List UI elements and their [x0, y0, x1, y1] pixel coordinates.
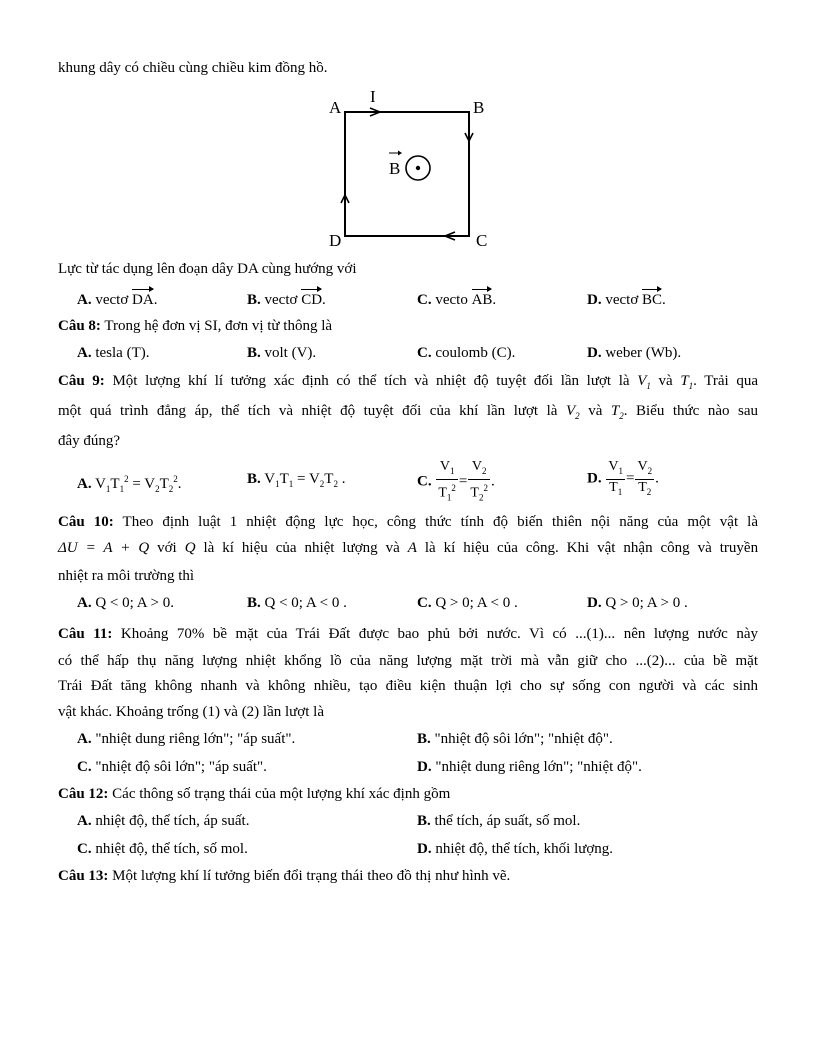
- q9-line-3: đây đúng?: [58, 433, 121, 449]
- q11-option-d: D. "nhiệt dung riêng lớn"; "nhiệt độ".: [417, 759, 642, 775]
- q9-line-1: Câu 9: Một lượng khí lí tưởng xác định có thể tích và nhiệt độ tuyệt đối lần lượt là $V_1$ và $T_1$. Trải qua: [58, 373, 759, 391]
- q9-option-a: A. $V_1T_1^2 = V_2T_2^2$.: [77, 474, 182, 494]
- q8-stem: Câu 8: Trong hệ đơn vị SI, đơn vị từ thông là: [58, 318, 333, 334]
- q8-option-b: B. volt (V).: [247, 345, 317, 361]
- q12-option-a: A. nhiệt độ, thể tích, áp suất.: [77, 813, 250, 829]
- q7-option-c: C. vecto AB.: [417, 288, 496, 310]
- q10-line-2: ΔU = A + Q với Q là kí hiệu của nhiệt lượng và A là kí hiệu của công. Khi vật nhận công và truyền: [58, 540, 759, 556]
- q7-option-b: B. vectơ CD.: [247, 288, 326, 310]
- q10-option-c: C. Q > 0; A < 0 .: [417, 595, 518, 611]
- q7-option-a: A. vectơ DA.: [77, 288, 157, 310]
- label-c: C: [476, 231, 488, 250]
- q8-option-c: C. coulomb (C).: [417, 345, 516, 361]
- loop-figure: [320, 86, 500, 252]
- q9-option-c: C. $\frac{V_1}{T_1^2}$ = $\frac{V_2}{T_2^2}$ .: [417, 459, 495, 503]
- q11-option-c: C. "nhiệt độ sôi lớn"; "áp suất".: [77, 759, 267, 775]
- q11-line-3: Trái Đất tăng không nhanh và không nhiều, tạo điều kiện thuận lợi cho sự sống con người và các sinh: [58, 678, 758, 694]
- q10-line-1: Câu 10: Theo định luật 1 nhiệt động lực học, công thức tính độ biến thiên nội năng của một vật là: [58, 514, 759, 530]
- q11-option-b: B. "nhiệt độ sôi lớn"; "nhiệt độ".: [417, 731, 613, 747]
- q12-option-c: C. nhiệt độ, thể tích, số mol.: [77, 841, 248, 857]
- q10-option-a: A. Q < 0; A > 0.: [77, 595, 174, 611]
- label-b: B: [473, 98, 485, 117]
- q7-option-d: D. vectơ BC.: [587, 288, 666, 310]
- q12-stem: Câu 12: Các thông số trạng thái của một lượng khí xác định gồm: [58, 786, 451, 802]
- q11-line-4: vật khác. Khoảng trống (1) và (2) lần lượt là: [58, 704, 324, 720]
- label-d: D: [329, 231, 342, 250]
- q12-option-b: B. thể tích, áp suất, số mol.: [417, 813, 581, 829]
- q11-line-1: Câu 11: Khoảng 70% bề mặt của Trái Đất được bao phủ bởi nước. Vì có ...(1)... nên lượng nước này: [58, 626, 758, 642]
- q13-stem: Câu 13: Một lượng khí lí tưởng biến đổi trạng thái theo đồ thị như hình vẽ.: [58, 868, 511, 884]
- q9-option-b: B. $V_1T_1 = V_2T_2$ .: [247, 471, 346, 489]
- label-b-field: B: [389, 159, 401, 178]
- q12-option-d: D. nhiệt độ, thể tích, khối lượng.: [417, 841, 614, 857]
- q11-option-a: A. "nhiệt dung riêng lớn"; "áp suất".: [77, 731, 296, 747]
- q10-option-d: D. Q > 0; A > 0 .: [587, 595, 688, 611]
- q9-option-d: D. $\frac{V_1}{T_1}$ = $\frac{V_2}{T_2}$ .: [587, 459, 659, 497]
- q9-line-2: một quá trình đẳng áp, thể tích và nhiệt độ tuyệt đối của khí lần lượt là $V_2$ và $T_2$. Biểu thức nào sau: [58, 403, 759, 421]
- q8-option-a: A. tesla (T).: [77, 345, 150, 361]
- q10-line-3: nhiệt ra môi trường thì: [58, 568, 195, 584]
- q8-option-d: D. weber (Wb).: [587, 345, 682, 361]
- label-i: I: [370, 87, 376, 106]
- q10-option-b: B. Q < 0; A < 0 .: [247, 595, 347, 611]
- q7-stem: Lực từ tác dụng lên đoạn dây DA cùng hướng với: [58, 261, 357, 277]
- intro-line: khung dây có chiều cùng chiều kim đồng hồ.: [58, 60, 328, 76]
- q11-line-2: có thể hấp thụ năng lượng nhiệt khổng lồ của năng lượng mặt trời mà vẫn giữ cho ...(2)... của bề mặt: [58, 653, 758, 669]
- label-a: A: [329, 98, 342, 117]
